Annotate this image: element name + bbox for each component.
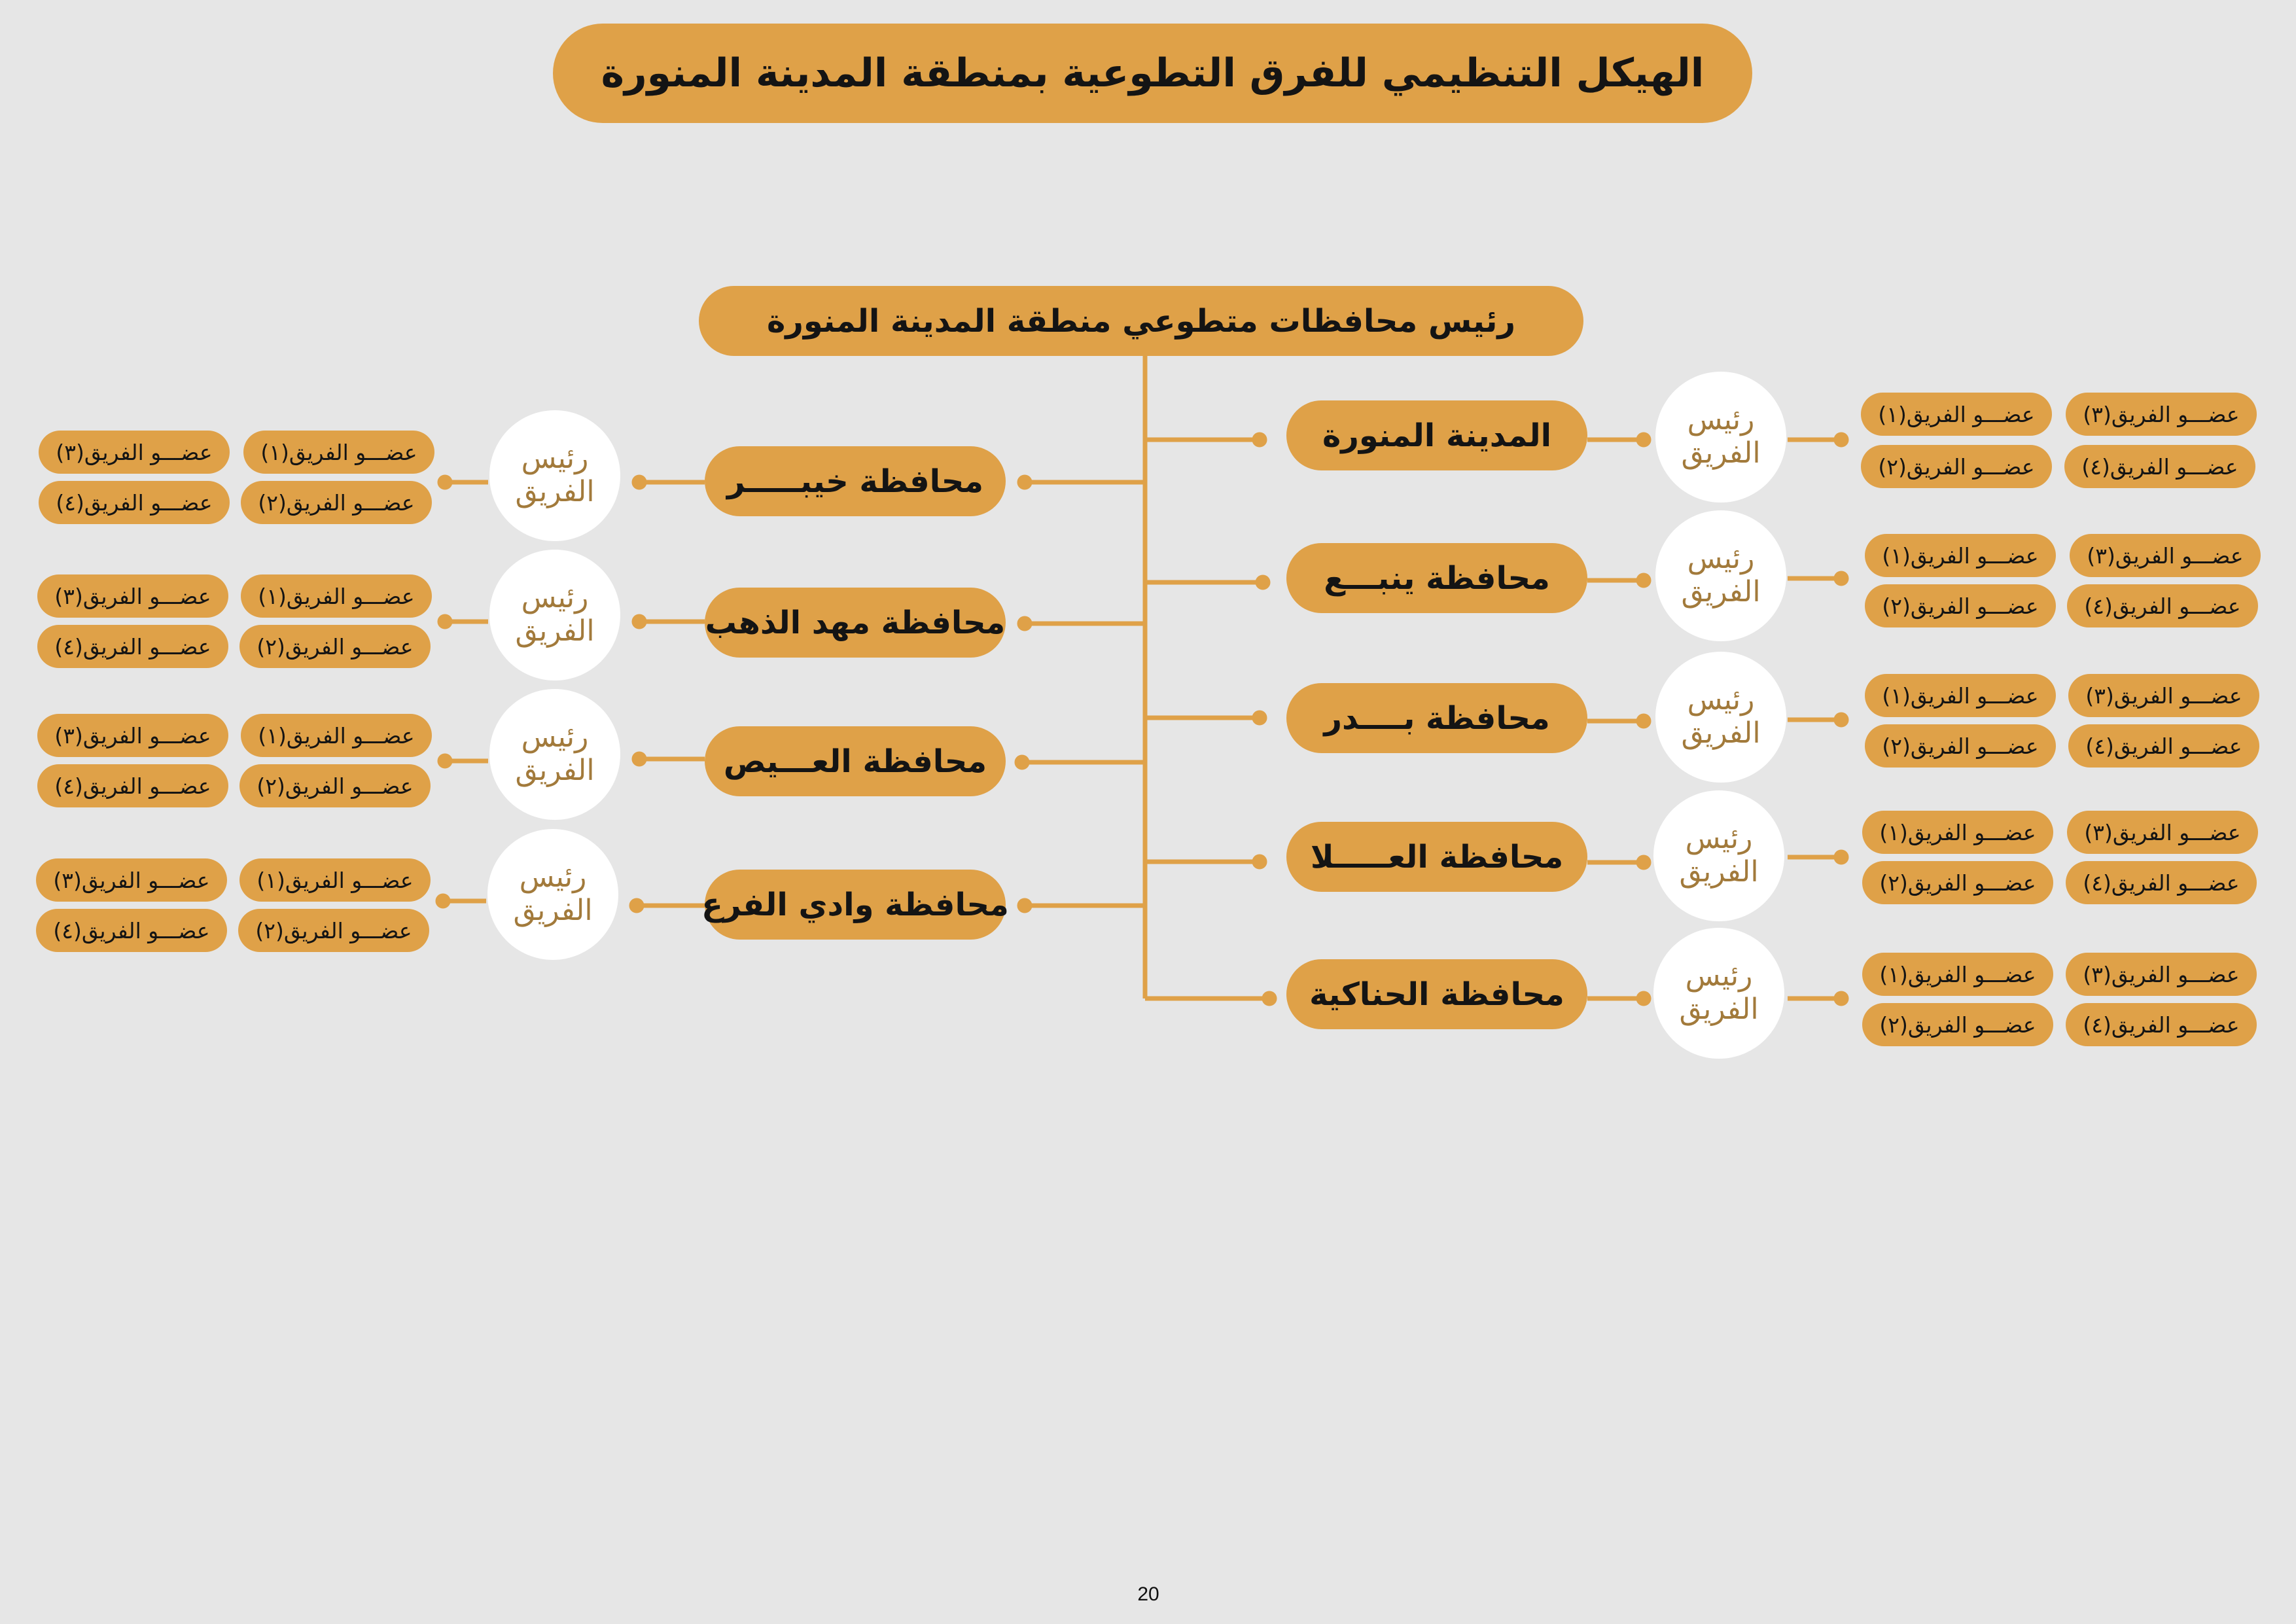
team-leader-node xyxy=(1655,510,1786,641)
team-member-node: عضـــو الفريق(٤) xyxy=(2066,1003,2257,1046)
team-member-node: عضـــو الفريق(٤) xyxy=(2064,445,2255,488)
team-member-node: عضـــو الفريق(٤) xyxy=(37,625,228,668)
team-member-node: عضـــو الفريق(٣) xyxy=(2066,953,2257,996)
governorate-node: محافظة خيبـــــر xyxy=(705,446,1006,516)
team-leader-label: رئيس xyxy=(1685,959,1753,993)
team-leader-label: رئيس xyxy=(519,860,587,894)
team-leader-label: رئيس xyxy=(1685,822,1753,856)
team-member-node: عضـــو الفريق(٣) xyxy=(37,714,228,757)
chart-title: الهيكل التنظيمي للفرق التطوعية بمنطقة المدينة المنورة xyxy=(553,24,1752,123)
team-leader-label: الفريق xyxy=(1679,993,1759,1026)
team-leader-label: رئيس xyxy=(1687,542,1755,576)
team-leader-label: الفريق xyxy=(1679,855,1759,889)
team-leader-label: الفريق xyxy=(513,894,593,927)
team-member-node: عضـــو الفريق(٢) xyxy=(241,481,432,524)
governorate-node: محافظة وادي الفرع xyxy=(705,870,1006,940)
team-member-node: عضـــو الفريق(١) xyxy=(1862,811,2053,854)
team-leader-label: الفريق xyxy=(1681,716,1761,750)
team-member-node: عضـــو الفريق(٤) xyxy=(2067,584,2258,627)
team-leader-label: الفريق xyxy=(1681,436,1761,470)
governorate-node: محافظة ينبـــع xyxy=(1286,543,1587,613)
governorate-node: محافظة العـــيص xyxy=(705,726,1006,796)
team-member-node: عضـــو الفريق(٤) xyxy=(39,481,230,524)
team-leader-node xyxy=(489,689,620,820)
team-member-node: عضـــو الفريق(٣) xyxy=(2068,674,2259,717)
team-member-node: عضـــو الفريق(٢) xyxy=(1862,861,2053,904)
team-member-node: عضـــو الفريق(١) xyxy=(243,431,434,474)
team-leader-label: رئيس xyxy=(1687,403,1755,437)
team-leader-node xyxy=(487,829,618,960)
team-member-node: عضـــو الفريق(١) xyxy=(241,574,432,618)
team-leader-node xyxy=(1653,790,1784,921)
team-member-node: عضـــو الفريق(٢) xyxy=(1865,724,2056,768)
team-member-node: عضـــو الفريق(٣) xyxy=(2070,534,2261,577)
head-of-governorates-node: رئيس محافظات متطوعي منطقة المدينة المنورة xyxy=(699,286,1583,356)
team-member-node: عضـــو الفريق(١) xyxy=(241,714,432,757)
team-member-node: عضـــو الفريق(٤) xyxy=(37,764,228,807)
team-member-node: عضـــو الفريق(٢) xyxy=(239,764,431,807)
team-leader-label: الفريق xyxy=(515,754,595,787)
team-member-node: عضـــو الفريق(٣) xyxy=(39,431,230,474)
governorate-node: محافظة بــــدر xyxy=(1286,683,1587,753)
governorate-node: محافظة مهد الذهب xyxy=(705,588,1006,658)
team-leader-label: الفريق xyxy=(515,614,595,648)
team-member-node: عضـــو الفريق(٤) xyxy=(36,909,227,952)
team-leader-label: رئيس xyxy=(521,442,589,476)
team-member-node: عضـــو الفريق(٢) xyxy=(239,625,431,668)
team-member-node: عضـــو الفريق(٤) xyxy=(2066,861,2257,904)
governorate-node: المدينة المنورة xyxy=(1286,400,1587,470)
team-leader-node xyxy=(1655,372,1786,503)
page-number: 20 xyxy=(1137,1583,1159,1605)
team-member-node: عضـــو الفريق(١) xyxy=(1865,534,2056,577)
team-member-node: عضـــو الفريق(٣) xyxy=(37,574,228,618)
team-member-node: عضـــو الفريق(٢) xyxy=(1861,445,2052,488)
team-leader-label: رئيس xyxy=(1687,683,1755,717)
team-member-node: عضـــو الفريق(٤) xyxy=(2068,724,2259,768)
team-member-node: عضـــو الفريق(١) xyxy=(1862,953,2053,996)
team-leader-node xyxy=(489,410,620,541)
team-leader-label: رئيس xyxy=(521,720,589,754)
team-member-node: عضـــو الفريق(٢) xyxy=(1865,584,2056,627)
team-member-node: عضـــو الفريق(٣) xyxy=(36,858,227,902)
team-leader-label: الفريق xyxy=(515,475,595,508)
team-leader-label: الفريق xyxy=(1681,575,1761,609)
team-leader-node xyxy=(1653,928,1784,1059)
team-member-node: عضـــو الفريق(١) xyxy=(1865,674,2056,717)
team-member-node: عضـــو الفريق(١) xyxy=(1861,393,2052,436)
team-member-node: عضـــو الفريق(٣) xyxy=(2066,393,2257,436)
team-leader-node xyxy=(489,550,620,680)
team-member-node: عضـــو الفريق(٣) xyxy=(2067,811,2258,854)
governorate-node: محافظة الحناكية xyxy=(1286,959,1587,1029)
team-leader-node xyxy=(1655,652,1786,783)
team-member-node: عضـــو الفريق(٢) xyxy=(1862,1003,2053,1046)
team-member-node: عضـــو الفريق(٢) xyxy=(238,909,429,952)
team-leader-label: رئيس xyxy=(521,581,589,615)
team-member-node: عضـــو الفريق(١) xyxy=(239,858,431,902)
governorate-node: محافظة العـــــلا xyxy=(1286,822,1587,892)
